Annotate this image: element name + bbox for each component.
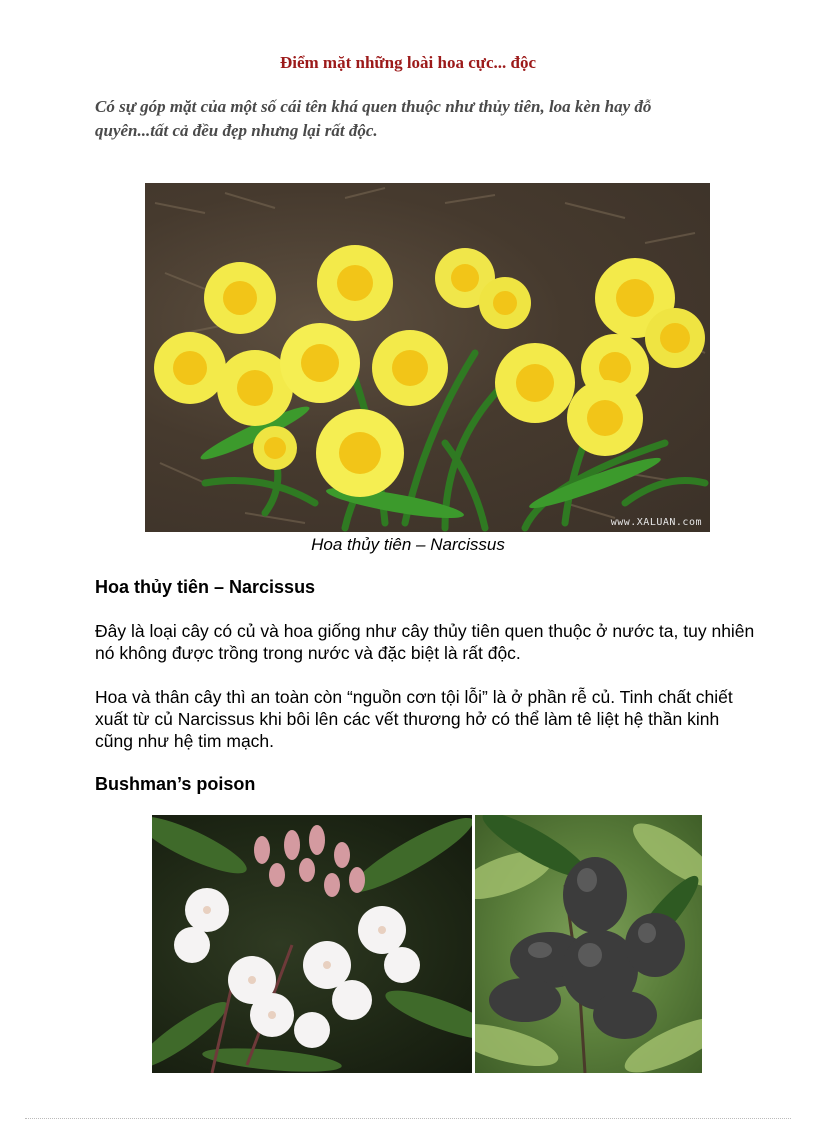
article-intro: Có sự góp mặt của một số cái tên khá quen thuộc như thủy tiên, loa kèn hay đỗ quyên...tất cả đều đẹp nhưng lại rất độc. [95,97,652,140]
page-bottom-rule [25,1118,791,1119]
paragraph-narcissus-1: Đây là loại cây có củ và hoa giống như cây thủy tiên quen thuộc ở nước ta, tuy nhiên nó không được trồng trong nước và đặc biệt là rất độc. [95,621,755,663]
bushman-fruit-illustration [475,815,702,1073]
bushman-fruit-photo [475,815,702,1073]
paragraph-narcissus-2: Hoa và thân cây thì an toàn còn “nguồn cơn tội lỗi” là ở phần rễ củ. Tinh chất chiết xuất từ củ Narcissus khi bôi lên các vết thương hở có thể làm tê liệt hệ thần kinh cũng như hệ tim mạch. [95,687,733,751]
article-title: Điểm mặt những loài hoa cực... độc [279,53,537,72]
bushman-flower-photo [152,815,472,1073]
bushman-flower-illustration [152,815,472,1073]
section-heading-narcissus: Hoa thủy tiên – Narcissus [95,577,316,597]
narcissus-photo [145,183,710,532]
bushman-buds [254,825,365,897]
figure-caption: Hoa thủy tiên – Narcissus [311,535,505,554]
section-heading-bushman: Bushman’s poison [95,774,256,794]
narcissus-illustration [145,183,710,532]
photo-watermark: www.XALUAN.com [610,517,702,528]
